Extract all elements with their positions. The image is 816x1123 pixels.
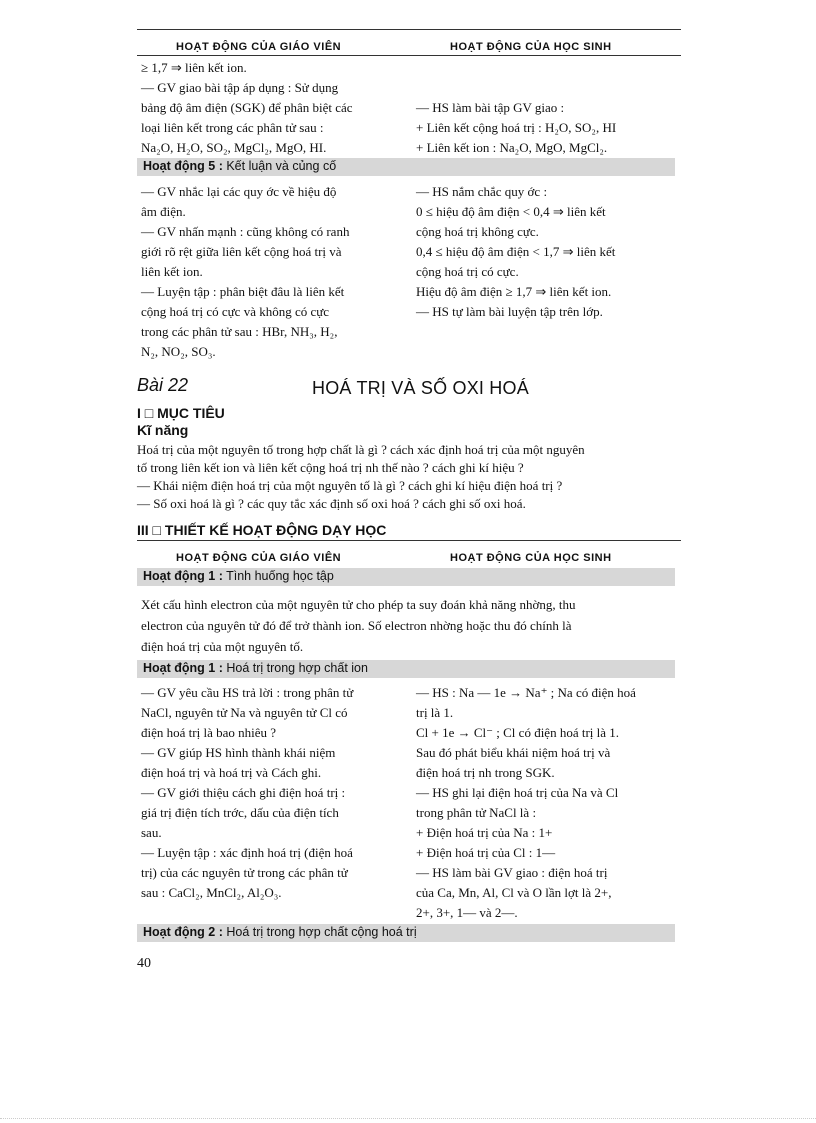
section3-heading: III □ THIẾT KẾ HOẠT ĐỘNG DẠY HỌC xyxy=(137,522,387,538)
text-line: — GV nhắc lại các quy ớc về hiệu độ xyxy=(141,184,337,199)
activity1a-bar xyxy=(137,568,675,586)
activity5-label: Hoạt động 5 : xyxy=(143,159,223,173)
teacher-column-header: HOẠT ĐỘNG CỦA GIÁO VIÊN xyxy=(176,41,342,53)
top-left-column xyxy=(141,58,353,158)
text-line: — Số oxi hoá là gì ? các quy tắc xác định số oxi hoá ? cách ghi số oxi hoá. xyxy=(137,496,526,511)
text-line: liên kết ion. xyxy=(141,264,203,279)
header-rule xyxy=(137,55,681,56)
text-line: — HS làm bài GV giao : điện hoá trị xyxy=(416,865,608,880)
student-column-header: HOẠT ĐỘNG CỦA HỌC SINH xyxy=(450,41,612,53)
text-line: — GV giúp HS hình thành khái niệm xyxy=(141,745,336,760)
text-line: — HS ghi lại điện hoá trị của Na và Cl xyxy=(416,785,619,800)
activity2-title: Hoá trị trong hợp chất cộng hoá trị xyxy=(226,925,417,939)
activity1b-left-column xyxy=(141,683,353,903)
text-line: — HS tự làm bài luyện tập trên lớp. xyxy=(416,304,603,319)
top-rule xyxy=(137,29,681,30)
text-line: trong các phân tử sau : HBr, NH₃, H₂, xyxy=(141,324,338,339)
text-line: trong phân tử NaCl là : xyxy=(416,805,537,820)
text-line: — GV yêu cầu HS trả lời : trong phân tử xyxy=(141,685,354,700)
text-line: điện hoá trị là bao nhiêu ? xyxy=(141,725,277,740)
lesson-title: HOÁ TRỊ VÀ SỐ OXI HOÁ xyxy=(312,378,529,398)
text-line: — Luyện tập : xác định hoá trị (điện hoá xyxy=(141,845,353,860)
text-line: 2+, 3+, 1— và 2—. xyxy=(416,905,518,920)
activity5-right-column xyxy=(416,182,615,322)
text-line: + Liên kết ion : Na₂O, MgO, MgCl₂. xyxy=(416,140,608,155)
text-line: — GV nhấn mạnh : cũng không có ranh xyxy=(141,224,350,239)
text-line: trị) của các nguyên tử trong các phân tử xyxy=(141,865,348,880)
text-line: — GV giao bài tập áp dụng : Sử dụng xyxy=(141,80,339,95)
text-line: điện hoá trị và hoá trị và Cách ghi. xyxy=(141,765,322,780)
activity1a-text xyxy=(141,594,576,657)
text-line: NaCl, nguyên tử Na và nguyên tử Cl có xyxy=(141,705,348,720)
activity1b-bar xyxy=(137,660,675,678)
text-line: cộng hoá trị có cực. xyxy=(416,264,519,279)
text-line: sau : CaCl₂, MnCl₂, Al₂O₃. xyxy=(141,885,282,900)
activity5-bar xyxy=(137,158,675,176)
text-line: cộng hoá trị không cực. xyxy=(416,224,539,239)
activity5-left-column xyxy=(141,182,349,362)
section3-rule xyxy=(137,540,681,541)
activity5-title: Kết luận và củng cố xyxy=(226,159,337,173)
text-line: giới rõ rệt giữa liên kết cộng hoá trị và xyxy=(141,244,342,259)
text-line: của Ca, Mn, Al, Cl và O lần lợt là 2+, xyxy=(416,885,612,900)
text-line: N₂, NO₂, SO₃. xyxy=(141,344,216,359)
text-line: Xét cấu hình electron của một nguyên tử cho phép ta suy đoán khả năng nhờng, thu xyxy=(141,597,576,612)
activity1b-right-column xyxy=(416,683,636,923)
text-line: Cl + 1e → Cl⁻ ; Cl có điện hoá trị là 1. xyxy=(416,725,620,740)
text-line: Na₂O, H₂O, SO₂, MgCl₂, MgO, HI. xyxy=(141,140,327,155)
text-line: ≥ 1,7 ⇒ liên kết ion. xyxy=(141,60,247,75)
page-number: 40 xyxy=(137,956,151,971)
text-line: — HS : Na — 1e → Na⁺ ; Na có điện hoá xyxy=(416,685,636,700)
teacher-column-header-2: HOẠT ĐỘNG CỦA GIÁO VIÊN xyxy=(176,552,342,564)
text-line: Hiệu độ âm điện ≥ 1,7 ⇒ liên kết ion. xyxy=(416,284,612,299)
activity1a-title: Tình huống học tập xyxy=(226,569,334,583)
text-line: điện hoá trị nh trong SGK. xyxy=(416,765,555,780)
activity1b-label: Hoạt động 1 : xyxy=(143,661,223,675)
text-line: loại liên kết trong các phân tử sau : xyxy=(141,120,324,135)
text-line: — HS nắm chắc quy ớc : xyxy=(416,184,548,199)
text-line: + Liên kết cộng hoá trị : H₂O, SO₂, HI xyxy=(416,120,617,135)
text-line: electron của nguyên tử đó để trở thành ion. Số electron nhờng hoặc thu đó chính là xyxy=(141,618,572,633)
text-line: tố trong liên kết ion và liên kết cộng hoá trị nh thế nào ? cách ghi kí hiệu ? xyxy=(137,460,524,475)
lesson-number: Bài 22 xyxy=(137,375,189,395)
text-line: + Điện hoá trị của Cl : 1— xyxy=(416,845,556,860)
text-line: điện hoá trị của một nguyên tố. xyxy=(141,639,304,654)
activity1a-label: Hoạt động 1 : xyxy=(143,569,223,583)
text-line: — Luyện tập : phân biệt đâu là liên kết xyxy=(141,284,345,299)
text-line: cộng hoá trị có cực và không có cực xyxy=(141,304,330,319)
bottom-dotted-border xyxy=(0,1118,816,1119)
section1-text xyxy=(137,441,585,513)
text-line: giá trị điện tích trớc, dấu của điện tích xyxy=(141,805,339,820)
text-line: + Điện hoá trị của Na : 1+ xyxy=(416,825,553,840)
activity2-label: Hoạt động 2 : xyxy=(143,925,223,939)
text-line: — HS làm bài tập GV giao : xyxy=(416,100,565,115)
text-line: 0,4 ≤ hiệu độ âm điện < 1,7 ⇒ liên kết xyxy=(416,244,616,259)
text-line: trị là 1. xyxy=(416,705,454,720)
text-line: Sau đó phát biểu khái niệm hoá trị và xyxy=(416,745,611,760)
top-right-column xyxy=(416,98,616,158)
section1-subheading: Kĩ năng xyxy=(137,422,189,438)
text-line: âm điện. xyxy=(141,204,186,219)
activity1b-title: Hoá trị trong hợp chất ion xyxy=(226,661,368,675)
text-line: — Khái niệm điện hoá trị của một nguyên tố là gì ? cách ghi kí hiệu điện hoá trị ? xyxy=(137,478,563,493)
text-line: Hoá trị của một nguyên tố trong hợp chất là gì ? cách xác định hoá trị của một nguyên xyxy=(137,442,585,457)
activity2-bar xyxy=(137,924,675,942)
text-line: 0 ≤ hiệu độ âm điện < 0,4 ⇒ liên kết xyxy=(416,204,606,219)
text-line: — GV giới thiệu cách ghi điện hoá trị : xyxy=(141,785,346,800)
text-line: sau. xyxy=(141,825,162,840)
section1-heading: I □ MỤC TIÊU xyxy=(137,405,225,421)
student-column-header-2: HOẠT ĐỘNG CỦA HỌC SINH xyxy=(450,552,612,564)
text-line: bảng độ âm điện (SGK) để phân biệt các xyxy=(141,100,353,115)
